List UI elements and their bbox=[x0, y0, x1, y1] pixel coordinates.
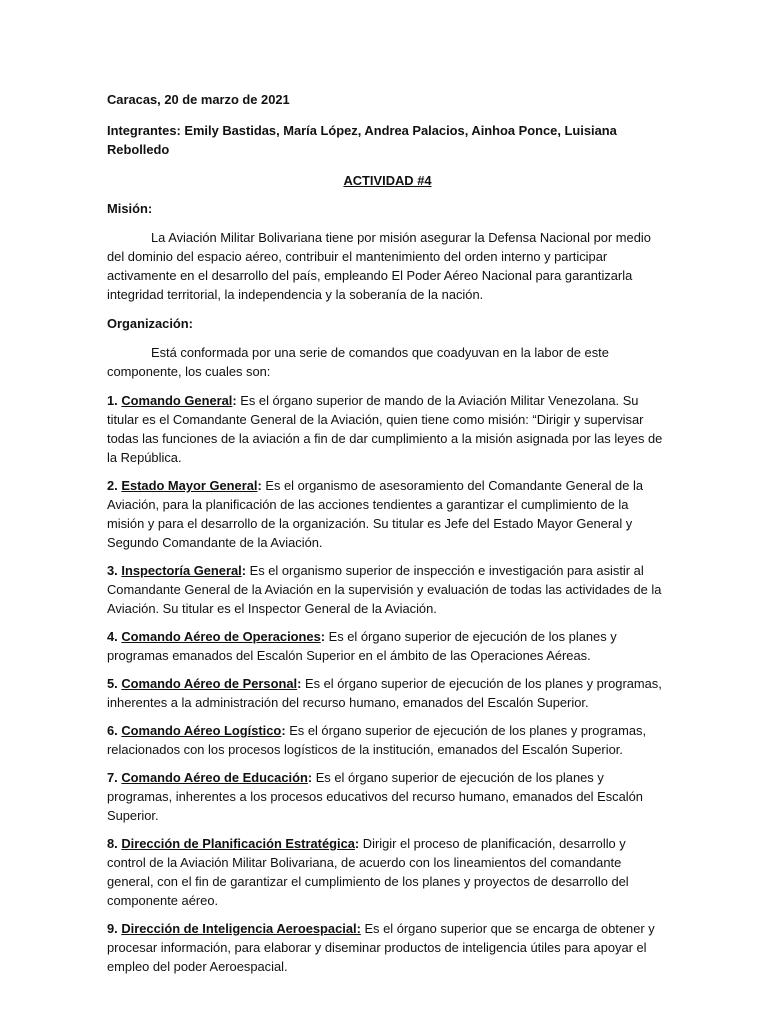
list-item bbox=[107, 919, 668, 976]
item-text: Es el organismo superior de inspección e investigación para asistir al Comandante General de la Aviación en la supervisión y evaluación de todas las actividades de la Aviación. Su titular es el Inspector General de la Aviación. bbox=[107, 563, 662, 616]
list-item bbox=[107, 476, 668, 552]
item-number: 2. bbox=[107, 478, 118, 493]
item-number: 4. bbox=[107, 629, 118, 644]
list-item bbox=[107, 561, 668, 618]
item-name: Dirección de Planificación Estratégica bbox=[121, 836, 355, 851]
item-name: Comando Aéreo de Personal bbox=[121, 676, 298, 691]
item-text: Es el órgano superior de ejecución de los planes y programas, inherentes a la administración del recurso humano, emanados del Escalón Superior. bbox=[107, 676, 662, 710]
item-name: Inspectoría General bbox=[121, 563, 242, 578]
list-item bbox=[107, 768, 668, 825]
item-number: 1. bbox=[107, 393, 118, 408]
item-number: 7. bbox=[107, 770, 118, 785]
members-line: Integrantes: Emily Bastidas, María López, Andrea Palacios, Ainhoa Ponce, Luisiana Rebolledo bbox=[107, 123, 617, 157]
item-text: Es el órgano superior de mando de la Aviación Militar Venezolana. Su titular es el Comandante General de la Aviación, quien tiene como misión: “Dirigir y supervisar todas las funciones de la aviación a fin de dar cumplimiento a la misión asignada por las leyes de la República. bbox=[107, 393, 663, 465]
list-item bbox=[107, 391, 668, 467]
item-colon: : bbox=[307, 770, 313, 785]
item-colon: : bbox=[354, 836, 360, 851]
item-text: Es el órgano superior de ejecución de los planes y programas emanados del Escalón Superior en el ámbito de las Operaciones Aéreas. bbox=[107, 629, 617, 663]
organizacion-heading: Organización: bbox=[107, 316, 193, 331]
date-line: Caracas, 20 de marzo de 2021 bbox=[107, 92, 290, 107]
item-name: Comando Aéreo de Educación bbox=[121, 770, 308, 785]
item-number: 3. bbox=[107, 563, 118, 578]
item-text: Es el organismo de asesoramiento del Comandante General de la Aviación, para la planificación de las acciones tendientes a garantizar el cumplimiento de la misión y para el desarrollo de la organización. Su titular es Jefe del Estado Mayor General y Segundo Comandante de la Aviación. bbox=[107, 478, 643, 550]
item-colon: : bbox=[281, 723, 286, 738]
item-colon: : bbox=[257, 478, 262, 493]
item-name: Comando Aéreo Logístico bbox=[121, 723, 282, 738]
item-text: Es el órgano superior que se encarga de obtener y procesar información, para elaborar y diseminar productos de inteligencia útiles para apoyar el empleo del poder Aeroespacial. bbox=[107, 921, 655, 974]
item-text: Es el órgano superior de ejecución de los planes y programas, relacionados con los procesos logísticos de la institución, emanados del Escalón Superior. bbox=[107, 723, 647, 757]
item-number: 9. bbox=[107, 921, 118, 936]
item-number: 6. bbox=[107, 723, 118, 738]
item-colon: : bbox=[232, 393, 237, 408]
list-item bbox=[107, 834, 668, 910]
item-text: Dirigir el proceso de planificación, desarrollo y control de la Aviación Militar Bolivariana, de acuerdo con los lineamientos del comandante general, con el fin de garantizar el cumplimiento de los planes y proyectos de desarrollo del componente aéreo. bbox=[107, 836, 629, 908]
item-number: 5. bbox=[107, 676, 118, 691]
list-item bbox=[107, 721, 668, 759]
organization-list bbox=[107, 391, 668, 976]
item-name: Comando General bbox=[121, 393, 233, 408]
mision-paragraph: La Aviación Militar Bolivariana tiene por misión asegurar la Defensa Nacional por medio del dominio del espacio aéreo, contribuir el mantenimiento del orden interno y participar activamente en el desarrollo del país, empleando El Poder Aéreo Nacional para garantizarla integridad territorial, la independencia y la soberanía de la nación. bbox=[107, 230, 651, 302]
item-colon: : bbox=[320, 629, 326, 644]
item-name: Estado Mayor General bbox=[121, 478, 258, 493]
activity-title: ACTIVIDAD #4 bbox=[343, 173, 432, 188]
item-name: Dirección de Inteligencia Aeroespacial: bbox=[121, 921, 361, 936]
organizacion-intro: Está conformada por una serie de comandos que coadyuvan en la labor de este componente, los cuales son: bbox=[107, 345, 609, 379]
item-number: 8. bbox=[107, 836, 118, 851]
list-item bbox=[107, 627, 668, 665]
item-text: Es el órgano superior de ejecución de los planes y programas, inherentes a los procesos educativos del recurso humano, emanados del Escalón Superior. bbox=[107, 770, 643, 823]
mision-heading: Misión: bbox=[107, 201, 153, 216]
item-name: Comando Aéreo de Operaciones bbox=[121, 629, 321, 644]
item-colon: : bbox=[241, 563, 247, 578]
list-item bbox=[107, 674, 668, 712]
item-colon: : bbox=[297, 676, 302, 691]
